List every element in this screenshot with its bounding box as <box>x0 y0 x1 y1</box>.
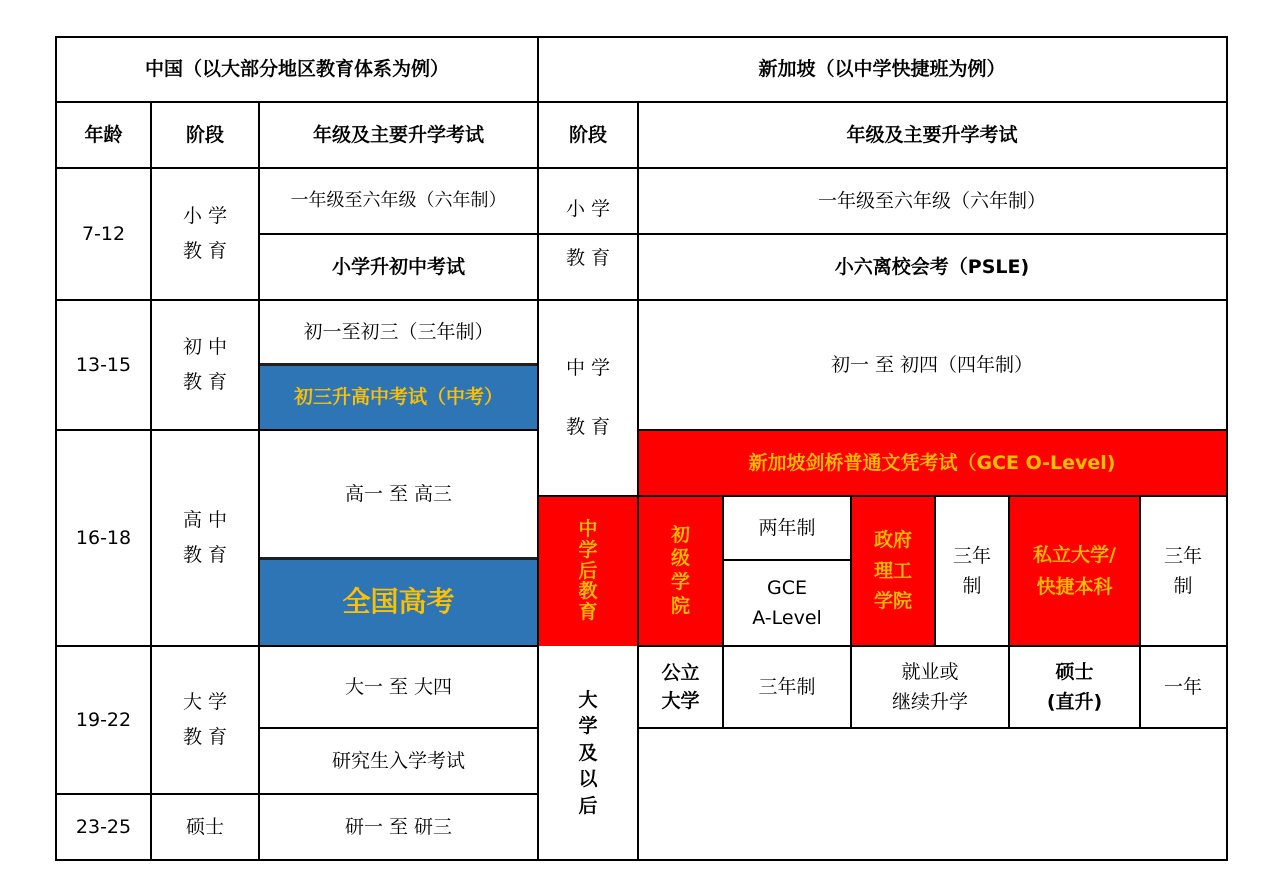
singapore-header: 新加坡（以中学快捷班为例） <box>758 57 1006 80</box>
stage-line: 教 育 <box>565 247 611 269</box>
poly-line: 政府 <box>873 529 912 552</box>
cn-primary-exam: 小学升初中考试 <box>331 255 465 278</box>
stage-char: 及 <box>578 741 598 764</box>
grid-line <box>259 727 539 729</box>
sg-public-university <box>638 646 723 728</box>
cn-grade-primary: 一年级至六年级（六年制） <box>290 190 507 212</box>
stage-line: 教 育 <box>565 416 611 438</box>
grid-line <box>1008 495 1010 728</box>
stage-line: 教 育 <box>182 726 228 748</box>
grid-line <box>538 495 1228 497</box>
stage-line: 高 中 <box>182 509 228 532</box>
sg-stage-secondary <box>538 300 638 496</box>
grid-line <box>55 101 1228 103</box>
sg-master-years: 一年 <box>1163 675 1202 698</box>
master-line: 硕士 <box>1055 660 1094 683</box>
stage-char: 大 <box>578 688 598 711</box>
years-line: 制 <box>1173 575 1193 597</box>
stage-char: 育 <box>578 601 598 624</box>
sg-stage-university <box>538 646 638 860</box>
cn-grad-exam: 研究生入学考试 <box>331 749 465 772</box>
stage-line: 教 育 <box>182 544 228 566</box>
a-level-line: A-Level <box>752 607 822 629</box>
cn-stage-primary <box>151 168 259 300</box>
sg-stage-post-secondary <box>538 496 638 646</box>
stage-char: 学 <box>578 715 598 738</box>
sg-private-years <box>1140 496 1226 646</box>
cn-stage-senior <box>151 430 259 646</box>
stage-char: 学 <box>578 538 598 561</box>
sg-psle: 小六离校会考（PSLE) <box>834 255 1030 278</box>
sg-private-university <box>1009 496 1140 646</box>
col-age: 年龄 <box>84 123 123 146</box>
cn-gaokao: 全国高考 <box>259 558 538 646</box>
grid-line <box>934 495 936 646</box>
sg-master-direct <box>1009 646 1140 728</box>
grid-line <box>55 299 1228 301</box>
grid-line <box>55 36 57 861</box>
grid-line <box>850 495 852 728</box>
grid-line <box>55 167 1228 169</box>
china-header: 中国（以大部分地区教育体系为例） <box>144 57 449 80</box>
private-line: 快捷本科 <box>1036 576 1113 598</box>
age-cell: 23-25 <box>75 815 132 838</box>
stage-line: 中 学 <box>565 357 611 380</box>
cn-stage-master: 硕士 <box>185 815 224 838</box>
grid-line <box>537 36 539 861</box>
poly-line: 学院 <box>873 590 912 613</box>
master-line: (直升) <box>1046 691 1103 713</box>
sg-grade-primary: 一年级至六年级（六年制） <box>817 189 1046 212</box>
cn-grade-university: 大一 至 大四 <box>344 675 453 698</box>
stage-line: 教 育 <box>182 371 228 393</box>
grid-line <box>1139 495 1141 728</box>
grid-line <box>55 645 539 647</box>
sg-junior-college <box>638 496 723 646</box>
grid-line <box>637 101 639 861</box>
stage-line: 小 学 <box>565 198 611 221</box>
grid-line <box>259 557 539 560</box>
grid-line <box>150 101 152 861</box>
grid-line <box>55 859 1228 861</box>
work-line: 继续升学 <box>891 691 968 713</box>
public-line: 大学 <box>661 690 700 712</box>
cn-stage-junior <box>151 300 259 430</box>
years-line: 三年 <box>952 544 991 567</box>
jc-char: 学 <box>670 571 690 593</box>
grid-line <box>55 36 1228 38</box>
grid-line <box>723 559 851 561</box>
sg-work-or-study <box>851 646 1009 728</box>
col-sg-grade: 年级及主要升学考试 <box>846 123 1018 146</box>
stage-line: 大 学 <box>182 691 228 714</box>
grid-line <box>722 495 724 728</box>
stage-char: 后 <box>578 559 598 582</box>
cn-grade-junior: 初一至初三（三年制） <box>303 320 494 343</box>
age-cell: 7-12 <box>81 222 126 245</box>
sg-polytechnic <box>851 496 935 646</box>
stage-char: 教 <box>578 580 598 603</box>
a-level-line: GCE <box>767 576 807 599</box>
cn-zhongkao: 初三升高中考试（中考） <box>259 364 538 430</box>
age-cell: 16-18 <box>75 526 132 549</box>
cn-grade-senior: 高一 至 高三 <box>344 482 453 505</box>
stage-line: 小 学 <box>182 205 228 228</box>
jc-char: 初 <box>670 523 690 546</box>
years-line: 制 <box>962 575 982 597</box>
col-cn-grade: 年级及主要升学考试 <box>312 123 484 146</box>
cn-grade-master: 研一 至 研三 <box>344 815 453 838</box>
grid-line <box>638 429 1228 431</box>
grid-line <box>259 233 1228 235</box>
col-sg-stage: 阶段 <box>568 123 607 146</box>
sg-o-level: 新加坡剑桥普通文凭考试（GCE O-Level) <box>638 430 1226 496</box>
grid-line <box>259 363 539 366</box>
cn-stage-university <box>151 646 259 794</box>
stage-char: 以 <box>578 768 598 791</box>
sg-poly-years <box>935 496 1009 646</box>
private-line: 私立大学/ <box>1033 543 1116 566</box>
stage-line: 初 中 <box>182 336 228 359</box>
age-cell: 13-15 <box>75 353 132 376</box>
work-line: 就业或 <box>901 660 959 683</box>
sg-public-years: 三年制 <box>758 675 816 698</box>
stage-char: 后 <box>578 794 598 817</box>
years-line: 三年 <box>1163 544 1202 567</box>
grid-line <box>1226 36 1228 861</box>
age-cell: 19-22 <box>75 708 132 731</box>
grid-line <box>258 101 260 861</box>
sg-grade-secondary: 初一 至 初四（四年制） <box>830 353 1034 376</box>
stage-line: 教 育 <box>182 240 228 262</box>
col-cn-stage: 阶段 <box>185 123 224 146</box>
sg-a-level <box>723 560 851 646</box>
poly-line: 理工 <box>873 559 912 582</box>
grid-line <box>55 793 539 795</box>
jc-char: 级 <box>670 547 690 570</box>
stage-char: 中 <box>578 517 598 540</box>
grid-line <box>55 429 539 431</box>
jc-char: 院 <box>670 594 690 617</box>
public-line: 公立 <box>661 661 700 684</box>
sg-jc-years: 两年制 <box>758 516 816 539</box>
